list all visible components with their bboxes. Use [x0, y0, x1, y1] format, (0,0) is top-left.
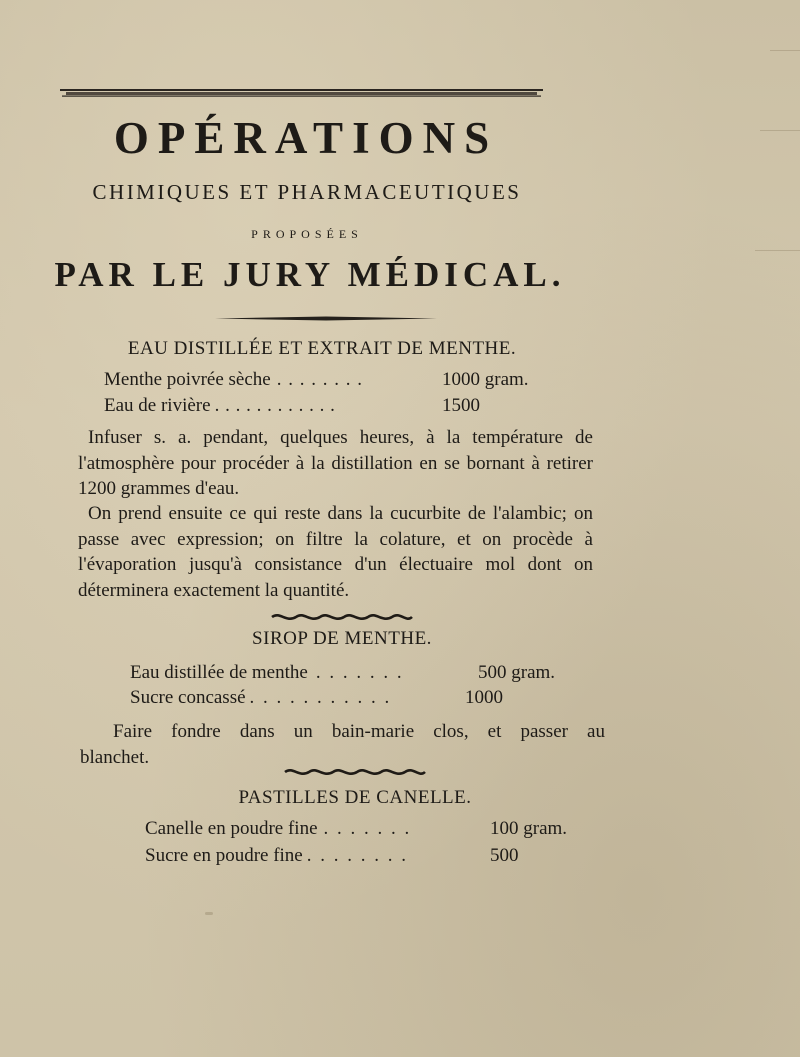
wave-ornament: [283, 767, 427, 777]
jury-heading: PAR LE JURY MÉDICAL.: [54, 255, 566, 294]
ingredient-row: [130, 662, 404, 684]
leader-dots: . . . . . . .: [315, 662, 404, 683]
ingredient-name: Menthe poivrée sèche: [104, 369, 271, 390]
ingredient-quantity: 1000 gram.: [442, 369, 529, 390]
ingredient-quantity: 1500: [442, 395, 480, 416]
paper-mark: [770, 50, 800, 51]
paper-mark: [205, 912, 213, 915]
paper-mark: [760, 130, 800, 131]
leader-dots: . . . . . . . . . . .: [249, 687, 392, 708]
ingredient-row: [104, 369, 363, 391]
ingredient-quantity: 1000: [465, 687, 503, 708]
ingredient-row: [145, 818, 411, 840]
top-rule-ornament: [60, 89, 543, 97]
section-heading-eau-distillee: EAU DISTILLÉE ET EXTRAIT DE MENTHE.: [127, 338, 517, 359]
ingredient-quantity: 500: [490, 845, 519, 866]
paragraph-infusion: Infuser s. a. pendant, quelques heures, à la température de l'atmosphère pour procéder à la distillation en se bornant à retirer 1200 grammes d'eau.: [78, 427, 593, 499]
ingredient-name: Eau distillée de menthe: [130, 662, 308, 683]
ingredient-row: [145, 845, 408, 867]
ingredient-name: Sucre concassé: [130, 687, 246, 708]
divider-rule: [215, 316, 437, 321]
leader-dots: . . . . . . . .: [276, 369, 363, 390]
paper-mark: [755, 250, 800, 251]
leader-dots: . . . . . . .: [323, 818, 412, 839]
ingredient-name: Canelle en poudre fine: [145, 818, 318, 839]
paragraph-bain-marie: Faire fondre dans un bain-marie clos, et passer au blanchet.: [80, 721, 605, 768]
ingredient-quantity: 500 gram.: [478, 662, 556, 683]
ingredient-quantity: 100 gram.: [490, 818, 568, 839]
ingredient-row: [104, 395, 335, 417]
wave-ornament: [270, 612, 414, 622]
ingredient-name: Sucre en poudre fine: [145, 845, 303, 866]
leader-dots: . . . . . . . . . . . .: [214, 395, 336, 416]
leader-dots: . . . . . . . .: [306, 845, 408, 866]
paragraph-evaporation: On prend ensuite ce qui reste dans la cucurbite de l'alambic; on passe avec expression; on filtre la colature, et on procède à l'évaporation jusqu'à consistance d'un électuaire mol dont on déterminera exactement la quantité.: [78, 503, 593, 601]
page-subtitle: CHIMIQUES ET PHARMACEUTIQUES: [92, 180, 522, 204]
section-heading-sirop: SIROP DE MENTHE.: [252, 628, 432, 649]
section-heading-pastilles: PASTILLES DE CANELLE.: [238, 787, 472, 808]
proposed-label: PROPOSÉES: [251, 227, 363, 241]
ingredient-name: Eau de rivière: [104, 395, 211, 416]
page-title: OPÉRATIONS: [113, 113, 499, 163]
ingredient-row: [130, 687, 391, 709]
